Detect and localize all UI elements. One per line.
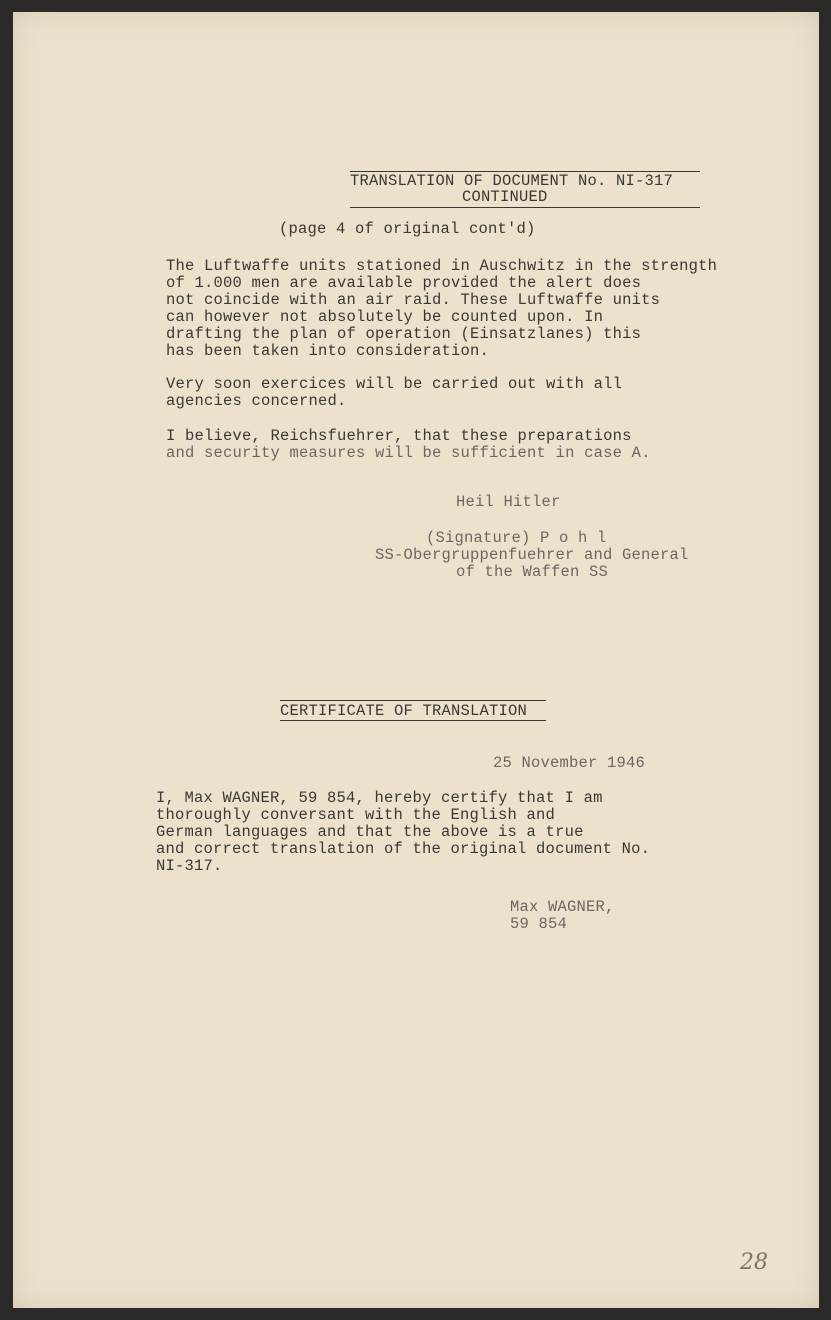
paragraph-line: Very soon exercices will be carried out with all [166,375,623,393]
paragraph-line: of 1.000 men are available provided the alert does [166,274,642,292]
translator-name: Max WAGNER, [510,898,615,916]
signature-line: (Signature) P o h l [426,529,607,547]
paragraph-line: has been taken into consideration. [166,342,490,360]
certificate-line: I, Max WAGNER, 59 854, hereby certify that I am [156,789,603,807]
certificate-rule-bottom [280,720,546,721]
translator-number: 59 854 [510,915,568,933]
paragraph-line: agencies concerned. [166,392,347,410]
certificate-title: CERTIFICATE OF TRANSLATION [280,702,528,720]
page-note: (page 4 of original cont'd) [279,220,536,238]
certificate-line: and correct translation of the original document No. [156,840,651,858]
paragraph-line: The Luftwaffe units stationed in Auschwitz in the strength [166,257,718,275]
certificate-line: German languages and that the above is a true [156,823,584,841]
signer-title: of the Waffen SS [456,563,609,581]
document-subtitle: CONTINUED [462,188,548,206]
document-page [13,12,819,1308]
document-title: TRANSLATION OF DOCUMENT No. NI-317 [350,172,674,190]
certificate-line: NI-317. [156,857,223,875]
signer-title: SS-Obergruppenfuehrer and General [375,546,689,564]
page-number: 28 [740,1250,768,1275]
paragraph-line: drafting the plan of operation (Einsatzlanes) this [166,325,642,343]
paragraph-line: can however not absolutely be counted upon. In [166,308,604,326]
certificate-rule-top [280,700,546,701]
paragraph-line: not coincide with an air raid. These Luftwaffe units [166,291,661,309]
paragraph-line: I believe, Reichsfuehrer, that these preparations [166,427,632,445]
closing-salutation: Heil Hitler [456,493,561,511]
header-rule-bottom [350,207,700,208]
paragraph-line: and security measures will be sufficient in case A. [166,444,651,462]
certificate-date: 25 November 1946 [493,754,646,772]
certificate-line: thoroughly conversant with the English and [156,806,556,824]
